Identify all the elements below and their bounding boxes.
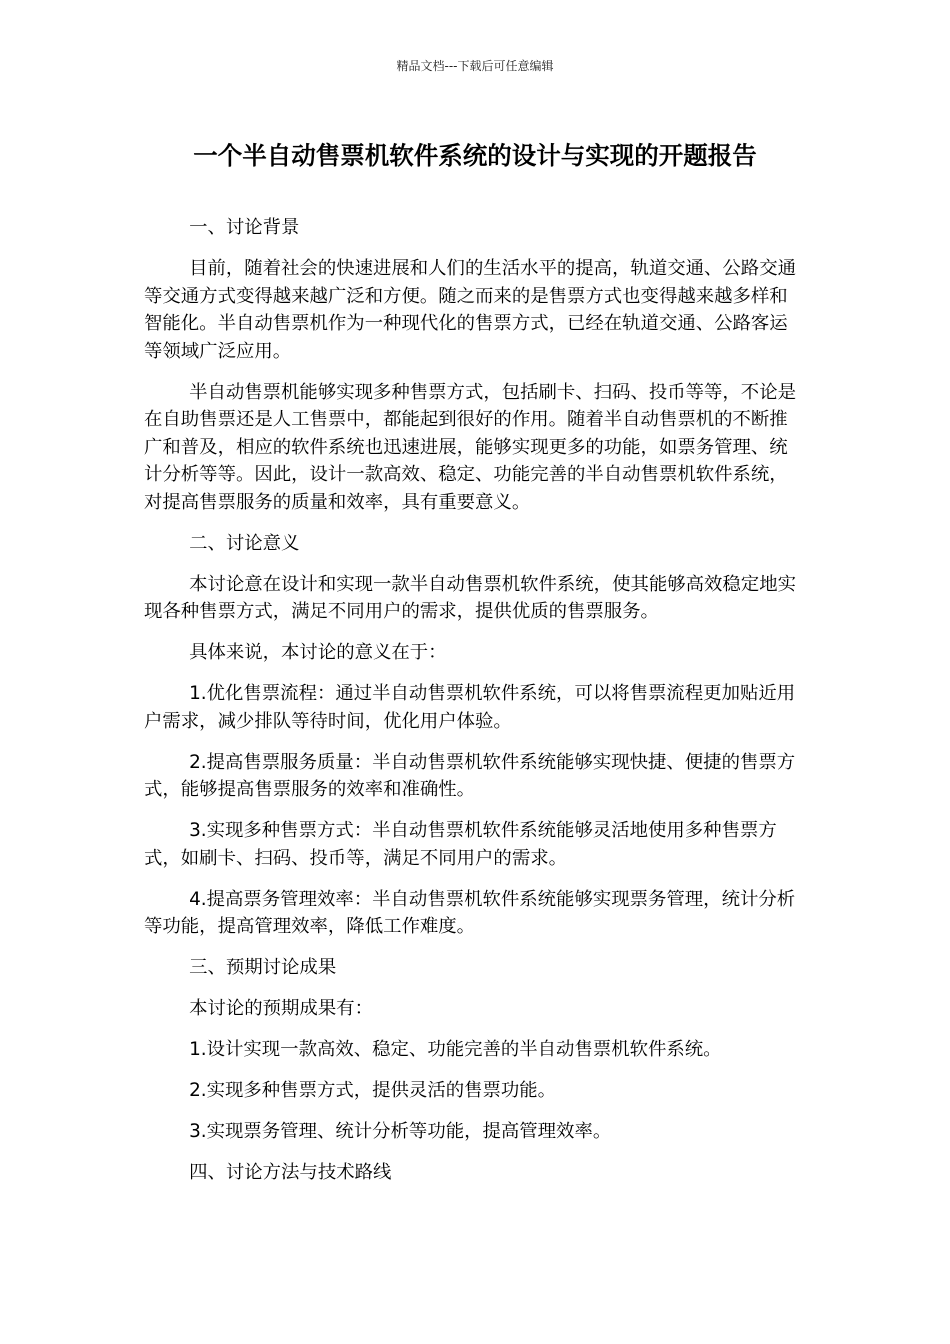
paragraph-expected-results-lead: 本讨论的预期成果有： bbox=[189, 998, 373, 1019]
list-item-significance-2: 2.提高售票服务质量：半自动售票机软件系统能够实现快捷、便捷的售票方式，能够提高售票服务的效率和准确性。 bbox=[144, 751, 796, 800]
section-heading-methods: 四、讨论方法与技术路线 bbox=[189, 1162, 392, 1183]
list-item-result-3: 3.实现票务管理、统计分析等功能，提高管理效率。 bbox=[189, 1121, 612, 1142]
list-item-result-1: 1.设计实现一款高效、稳定、功能完善的半自动售票机软件系统。 bbox=[189, 1039, 722, 1060]
document-title: 一个半自动售票机软件系统的设计与实现的开题报告 bbox=[193, 141, 757, 170]
page-header-note: 精品文档---下载后可任意编辑 bbox=[396, 59, 554, 73]
section-heading-expected-results: 三、预期讨论成果 bbox=[189, 957, 337, 978]
section-heading-significance: 二、讨论意义 bbox=[189, 532, 300, 554]
paragraph-background-1: 目前，随着社会的快速进展和人们的生活水平的提高，轨道交通、公路交通等交通方式变得越来越广泛和方便。随之而来的是售票方式也变得越来越多样和智能化。半自动售票机作为一种现代化的售票方式，已经在轨道交通、公路客运等领域广泛应用。 bbox=[144, 258, 796, 362]
list-item-result-2: 2.实现多种售票方式，提供灵活的售票功能。 bbox=[189, 1080, 557, 1101]
section-heading-background: 一、讨论背景 bbox=[189, 217, 300, 238]
list-item-significance-3: 3.实现多种售票方式：半自动售票机软件系统能够灵活地使用多种售票方式，如刷卡、扫码、投币等，满足不同用户的需求。 bbox=[144, 820, 777, 869]
document-body bbox=[144, 214, 806, 1200]
list-item-significance-1: 1.优化售票流程：通过半自动售票机软件系统，可以将售票流程更加贴近用户需求，减少排队等待时间，优化用户体验。 bbox=[144, 683, 796, 732]
list-item-significance-4: 4.提高票务管理效率：半自动售票机软件系统能够实现票务管理，统计分析等功能，提高管理效率，降低工作难度。 bbox=[144, 888, 796, 937]
paragraph-significance-lead: 具体来说，本讨论的意义在于： bbox=[189, 642, 447, 663]
paragraph-significance-intro: 本讨论意在设计和实现一款半自动售票机软件系统，使其能够高效稳定地实现各种售票方式，满足不同用户的需求，提供优质的售票服务。 bbox=[144, 573, 796, 622]
paragraph-background-2: 半自动售票机能够实现多种售票方式，包括刷卡、扫码、投币等等，不论是在自助售票还是人工售票中，都能起到很好的作用。随着半自动售票机的不断推广和普及，相应的软件系统也迅速进展，能够实现更多的功能，如票务管理、统计分析等等。因此，设计一款高效、稳定、功能完善的半自动售票机软件系统，对提高售票服务的质量和效率，具有重要意义。 bbox=[144, 381, 796, 513]
